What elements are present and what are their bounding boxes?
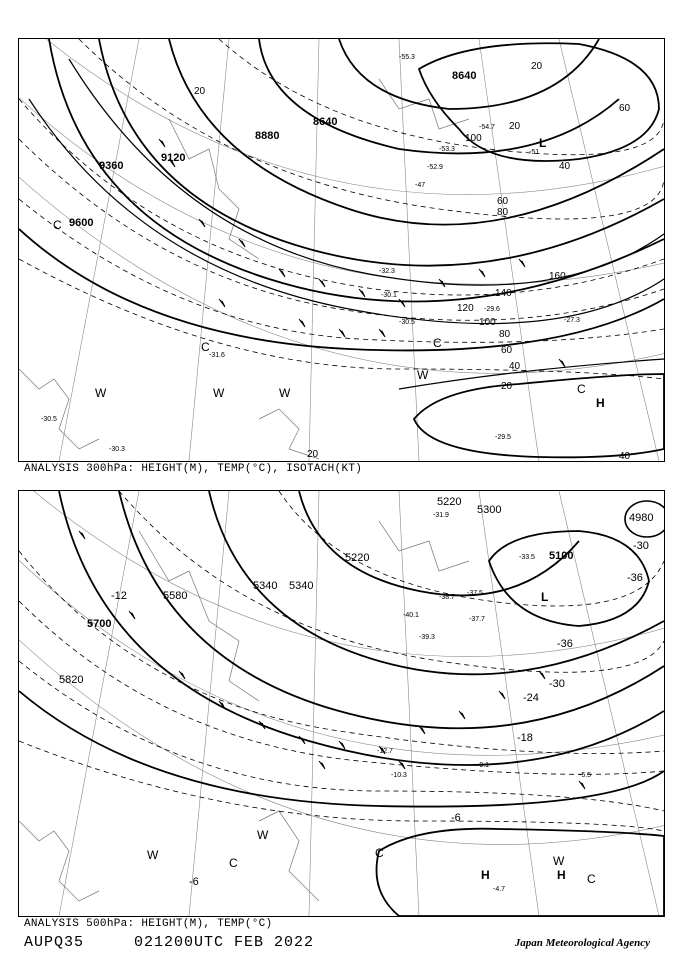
temp-label: -37.7 [469, 616, 485, 623]
temp-contour-label: -36 [627, 572, 643, 584]
low-pressure-marker: L [539, 136, 547, 150]
temp-label: -5.5 [579, 772, 592, 779]
temp-label: -38.7 [439, 594, 455, 601]
analysis-datetime: 021200UTC FEB 2022 [134, 934, 315, 951]
isotach-label: 80 [499, 329, 511, 340]
lower-height-label: 5220 [437, 496, 462, 508]
lower-chart-panel [18, 490, 665, 917]
isotach-label: 40 [559, 161, 571, 172]
high-pressure-marker: H [596, 396, 605, 410]
temp-label: -32.3 [379, 268, 395, 275]
product-code: AUPQ35 [24, 934, 85, 951]
upper-isotachs [29, 59, 664, 389]
temp-label: -4.7 [493, 886, 506, 893]
low-pressure-marker: L [541, 590, 549, 604]
temp-label: -30.5 [41, 416, 57, 423]
upper-height-label: 9600 [69, 217, 94, 229]
upper-height-label: 8880 [255, 130, 280, 142]
agency-name: Japan Meteorological Agency [514, 937, 650, 949]
high-pressure-marker: H [557, 868, 566, 882]
temp-contour-label: -36 [557, 638, 573, 650]
warm-marker: W [95, 386, 107, 400]
cold-marker: C [433, 336, 442, 350]
lower-height-label: 5820 [59, 674, 84, 686]
lower-chart-caption: ANALYSIS 500hPa: HEIGHT(M), TEMP(°C) [24, 918, 273, 930]
temp-label: -47 [415, 182, 426, 189]
upper-chart-panel [18, 38, 665, 462]
isotach-label: 60 [497, 196, 509, 207]
lower-height-label: 5340 [253, 580, 278, 592]
temp-contour-label: -6 [189, 876, 199, 888]
isotach-label: 140 [495, 288, 512, 299]
lower-height-label: 5580 [163, 590, 188, 602]
cold-marker: C [201, 340, 210, 354]
temp-contour-label: -6 [451, 812, 461, 824]
upper-height-label: 9120 [161, 152, 186, 164]
isotach-label: 120 [457, 303, 474, 314]
lower-chart-map [19, 491, 664, 916]
warm-marker: W [213, 386, 225, 400]
temp-label: -54.7 [479, 124, 495, 131]
lower-height-label: 5340 [289, 580, 314, 592]
temp-label: -30.5 [399, 319, 415, 326]
warm-marker: W [257, 828, 269, 842]
temp-label: -53.3 [439, 146, 455, 153]
temp-label: -30.3 [109, 446, 125, 453]
isotach-label: 20 [509, 121, 521, 132]
lower-height-label: 5300 [477, 504, 502, 516]
isotach-label: 60 [619, 103, 631, 114]
cold-marker: C [229, 856, 238, 870]
isotach-label: 40 [509, 361, 521, 372]
temp-label: -31.6 [209, 352, 225, 359]
temp-contour-label: -24 [523, 692, 539, 704]
temp-label: -31.9 [433, 512, 449, 519]
warm-marker: W [147, 848, 159, 862]
temp-label: -12.7 [377, 748, 393, 755]
isotach-label: 20 [501, 381, 513, 392]
upper-height-label: 8640 [452, 70, 477, 82]
cold-marker: C [577, 382, 586, 396]
warm-marker: W [279, 386, 291, 400]
upper-isotherms [19, 39, 664, 379]
temp-contour-label: -12 [111, 590, 127, 602]
upper-chart-caption: ANALYSIS 300hPa: HEIGHT(M), TEMP(°C), ISOTACH(KT) [24, 463, 363, 475]
isotach-label: 20 [531, 61, 543, 72]
temp-label: -39.3 [419, 634, 435, 641]
lower-low-contour [489, 531, 649, 626]
temp-contour-label: -18 [517, 732, 533, 744]
temp-label: -33.5 [519, 554, 535, 561]
warm-marker: W [417, 368, 429, 382]
temp-label: -52.9 [427, 164, 443, 171]
temp-label: -29.6 [484, 306, 500, 313]
isotach-label: 80 [497, 207, 509, 218]
temp-label: -37.5 [467, 590, 483, 597]
upper-height-label: 8640 [313, 116, 338, 128]
lower-height-label: 5700 [87, 618, 112, 630]
temp-contour-label: -30 [633, 540, 649, 552]
isotach-label: 20 [194, 86, 206, 97]
high-pressure-marker: H [481, 868, 490, 882]
isotach-label: 160 [549, 271, 566, 282]
isotach-label: 20 [307, 449, 319, 460]
warm-marker: W [553, 854, 565, 868]
isotach-label: 100 [479, 317, 496, 328]
temp-label: -9.1 [477, 762, 490, 769]
upper-graticule [19, 39, 664, 461]
chart-id-line [24, 934, 314, 951]
isotach-label: 60 [501, 345, 513, 356]
isotach-label: 40 [619, 451, 631, 461]
lower-height-label: 4980 [629, 512, 654, 524]
temp-label: -27.3 [564, 317, 580, 324]
upper-coastline [19, 79, 469, 459]
temp-label: -30.1 [381, 292, 397, 299]
cold-marker: C [375, 846, 384, 860]
upper-high-contour [414, 374, 664, 457]
lower-high-contour [377, 829, 665, 916]
lower-coastline [19, 521, 469, 901]
temp-contour-label: -30 [549, 678, 565, 690]
temp-label: -40.1 [403, 612, 419, 619]
cold-marker: C [53, 218, 62, 232]
upper-height-contours [19, 39, 664, 350]
cold-marker: C [587, 872, 596, 886]
temp-label: -55.3 [399, 54, 415, 61]
temp-label: -29.5 [495, 434, 511, 441]
upper-height-label: 9360 [99, 160, 124, 172]
isotach-label: 100 [465, 133, 482, 144]
lower-height-label: 5220 [345, 552, 370, 564]
lower-height-label: 5100 [549, 550, 574, 562]
temp-label: -51 [529, 149, 540, 156]
temp-label: -10.3 [391, 772, 407, 779]
upper-chart-map [19, 39, 664, 461]
